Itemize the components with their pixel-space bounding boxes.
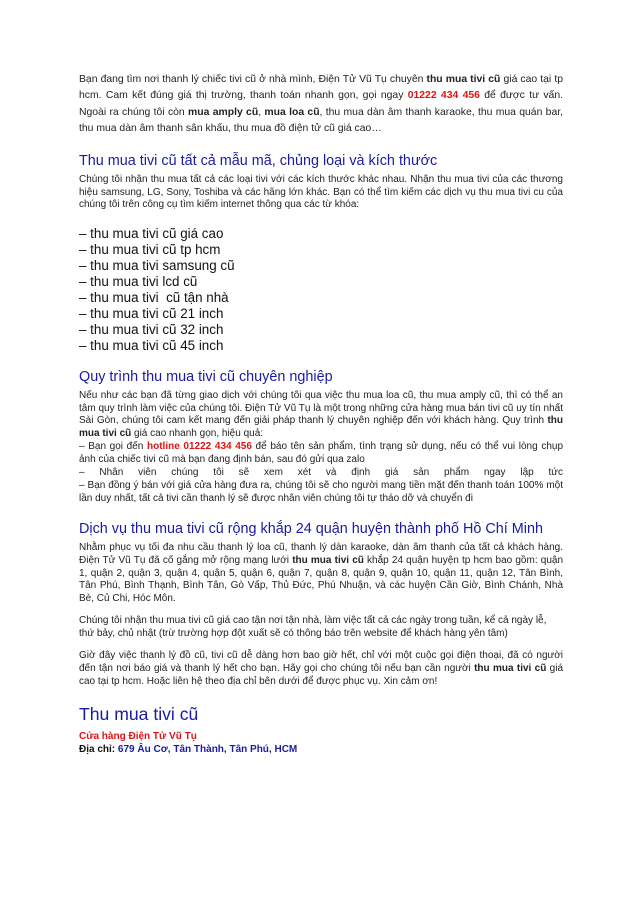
process-bold-keyword: thu mua tivi cũ — [79, 415, 563, 440]
process-step-1 — [79, 441, 563, 467]
service-text: Nhằm phục vụ tối đa nhu cầu thanh lý loa cũ, thanh lý dàn karaoke, dàn âm thanh của tất cả khách hàng. Điện Tử Vũ Tụ đã cố gắng mở rộng mạng lưới — [79, 541, 563, 566]
keyword-item: – thu mua tivi cũ 45 inch — [79, 337, 224, 353]
address-value[interactable]: 679 Âu Cơ, Tân Thành, Tân Phú, HCM — [117, 743, 298, 755]
process-step-text: – Bạn gọi đến — [79, 441, 147, 453]
section-heading-all-models: Thu mua tivi cũ tất cả mẫu mã, chủng loại và kích thước — [79, 152, 438, 169]
intro-text: để được tư vấn. Ngoài ra chúng tôi còn — [79, 90, 563, 118]
process-hotline[interactable]: hotline 01222 434 456 — [147, 441, 252, 453]
keyword-list — [79, 226, 563, 353]
keyword-item: – thu mua tivi cũ giá cao — [79, 226, 224, 242]
intro-text: , — [258, 106, 265, 118]
working-hours-paragraph: Chúng tôi nhận thu mua tivi cũ giá cao tận nơi tận nhà, làm việc tất cả các ngày trong tuần, kể cả ngày lễ, thứ bảy, chủ nhật (trừ trường hợp đột xuất sẽ có thông báo trên website để khách hàng yên tâm) — [79, 615, 547, 640]
store-name: Cửa hàng Điện Tử Vũ Tụ — [79, 730, 197, 742]
intro-bold-keyword: mua amply cũ — [188, 106, 259, 118]
intro-text: Bạn đang tìm nơi thanh lý chiếc tivi cũ ở nhà mình, Điện Tử Vũ Tụ chuyên — [79, 74, 427, 85]
intro-text: , thu mua dàn âm thanh karaoke, thu mua quán bar, thu mua dàn âm thanh sân khấu, thu mua đồ điện tử cũ giá cao… — [79, 106, 564, 135]
keyword-item: – thu mua tivi cũ tận nhà — [79, 289, 229, 305]
section-heading-process: Quy trình thu mua tivi cũ chuyên nghiệp — [79, 368, 333, 385]
keyword-item: – thu mua tivi cũ 32 inch — [79, 321, 224, 337]
intro-bold-keyword: mua loa cũ — [264, 106, 320, 118]
process-text: Nếu như các bạn đã từng giao dịch với chúng tôi qua việc thu mua loa cũ, thu mua amply cũ, thì có thể an tâm quy trình làm việc của chúng tôi. Điện Tử Vũ Tụ là một trong những cửa hàng mua bán tivi cũ uy tín nhất Sài Gòn, chúng tôi cam kết mang đến giải pháp thanh lý chuyên nghiệp đến với khách hàng. Quy trình — [79, 389, 563, 427]
contact-paragraph — [79, 650, 563, 689]
section-heading-service-area: Dịch vụ thu mua tivi cũ rộng khắp 24 quận huyện thành phố Hồ Chí Minh — [79, 520, 543, 537]
process-text: giá cao nhanh gọn, hiệu quả: — [131, 428, 264, 440]
store-address — [79, 744, 563, 757]
service-text: khắp 24 quận huyện tp hcm bao gồm: quận 1, quận 2, quận 3, quận 4, quận 5, quận 6, quận 7, quận 8, quận 9, quận 10, quận 11, quận 12, Tân Bình, Tân Phú, Bình Thạnh, Bình Tân, Gò Vấp, Thủ Đức, Phú Nhuận, và các huyện Cần Giờ, Bình Chánh, Nhà Bè, Củ Chi, Hóc Môn. — [79, 554, 564, 605]
address-label: Địa chỉ: — [79, 743, 118, 755]
process-step-3: – Bạn đồng ý bán với giá cửa hàng đưa ra, chúng tôi sẽ cho người mang tiền mặt đến thanh toán 100% một lần duy nhất, tất cả tivi cần thanh lý sẽ được nhân viên chúng tôi tự tháo dỡ và chuyển đi — [79, 479, 563, 504]
contact-text: Giờ đây việc thanh lý đồ cũ, tivi cũ dễ dàng hơn bao giờ hết, chỉ với một cuộc gọi điện thoại, đã có người đến tận nơi báo giá và thanh lý hết cho bạn. Hãy gọi cho chúng tôi nếu bạn cần người — [79, 650, 563, 674]
footer-heading: Thu mua tivi cũ — [79, 703, 199, 724]
process-paragraph — [79, 390, 563, 442]
document-page — [79, 72, 563, 757]
process-step-text: để báo tên sản phẩm, tình trạng sử dụng, nếu có thể vui lòng chụp ảnh của chiếc tivi cũ mà bạn đang định bán, sau đó gửi qua zalo — [79, 441, 564, 466]
service-area-paragraph — [79, 542, 563, 607]
process-step-2: – Nhân viên chúng tôi sẽ xem xét và định giá sản phẩm ngay lập tức — [79, 467, 563, 479]
keyword-item: – thu mua tivi cũ 21 inch — [79, 305, 224, 321]
keyword-item: – thu mua tivi lcd cũ — [79, 274, 198, 290]
service-bold-keyword: thu mua tivi cũ — [292, 554, 364, 566]
contact-bold-keyword: thu mua tivi cũ — [474, 663, 547, 674]
keyword-item: – thu mua tivi cũ tp hcm — [79, 242, 221, 258]
intro-phone[interactable]: 01222 434 456 — [407, 90, 480, 102]
contact-text: giá cao tại tp hcm. Hoặc liên hệ theo địa chỉ bên dưới để được phục vụ. Xin cảm ơn! — [79, 663, 564, 687]
intro-bold-keyword: thu mua tivi cũ — [426, 74, 501, 85]
keyword-item: – thu mua tivi samsung cũ — [79, 258, 235, 274]
intro-text: giá cao tại tp hcm. Cam kết đúng giá thị trường, thanh toán nhanh gọn, gọi ngay — [79, 74, 563, 102]
section-paragraph: Chúng tôi nhận thu mua tất cả các loại tivi với các kích thước khác nhau. Nhận thu mua tivi của các thương hiệu samsung, LG, Sony, Toshiba và các hãng lớn khác. Bạn có thể tìm kiếm các dịch vụ thu mua tivi cu của chúng tôi trên công cụ tìm kiếm internet thông qua các từ khóa: — [79, 173, 563, 211]
intro-paragraph — [79, 72, 563, 138]
